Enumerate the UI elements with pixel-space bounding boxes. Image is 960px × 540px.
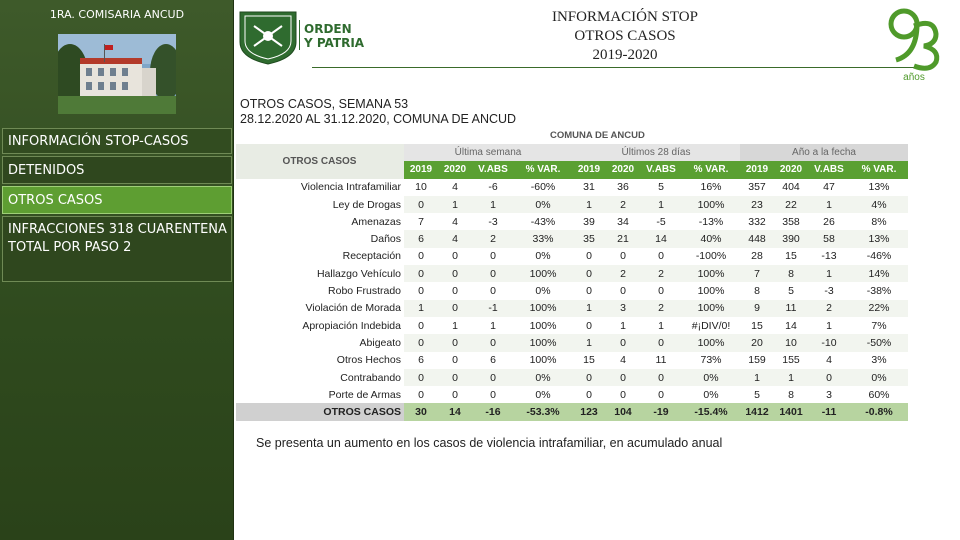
table-cell: 36: [617, 181, 629, 194]
table-cell: 0: [490, 388, 496, 401]
table-row: [236, 196, 908, 213]
table-row: [236, 179, 908, 196]
table-cell: 0: [490, 250, 496, 263]
table-cell: 0: [586, 250, 592, 263]
subtitle-line1: OTROS CASOS, SEMANA 53: [240, 97, 409, 111]
col-header: V.ABS: [472, 161, 514, 178]
table-cell: 100%: [682, 265, 740, 282]
col-header: % VAR.: [682, 161, 740, 178]
table-cell: -13%: [698, 215, 724, 228]
total-cell: -15.4%: [682, 403, 740, 420]
table-cell: 1: [658, 319, 664, 332]
table-cell: 5: [788, 285, 794, 298]
table-cell: 2: [606, 265, 640, 282]
table-cell: 0: [418, 388, 424, 401]
table-cell: 0: [640, 334, 682, 351]
header-rule: [312, 67, 932, 68]
row-label: Daños: [370, 233, 401, 246]
table-cell: 0: [606, 369, 640, 386]
table-row: [236, 334, 908, 351]
table-cell: 0: [404, 265, 438, 282]
total-cell: -0.8%: [850, 403, 908, 420]
table-cell: 0%: [514, 196, 572, 213]
table-cell: 159: [748, 354, 766, 367]
table-cell: 1: [472, 196, 514, 213]
row-label: Receptación: [342, 250, 401, 263]
table-cell: 1: [826, 319, 832, 332]
row-label: Violencia Intrafamiliar: [300, 181, 401, 194]
group-header-anio: Año a la fecha: [740, 144, 908, 161]
total-cell: -19: [640, 403, 682, 420]
table-cell: 1: [808, 265, 850, 282]
station-photo: [58, 34, 176, 114]
table-cell: 0: [606, 334, 640, 351]
table-cell: 100%: [682, 334, 740, 351]
table-row: [236, 213, 908, 230]
table-cell: 4%: [850, 196, 908, 213]
table-cell: 6: [404, 230, 438, 247]
table-cell: 15: [583, 354, 595, 367]
total-cell: 104: [606, 403, 640, 420]
table-cell: -38%: [866, 285, 892, 298]
table-cell: 0: [620, 388, 626, 401]
table-cell: 13%: [868, 181, 890, 194]
row-label: Contrabando: [340, 371, 401, 384]
table-cell: 2: [472, 230, 514, 247]
page-title-line1: INFORMACIÓN STOP: [551, 9, 698, 25]
table-cell: 357: [748, 181, 766, 194]
table-cell: 1: [490, 319, 496, 332]
table-cell: 0: [658, 388, 664, 401]
table-cell: 26: [823, 215, 835, 228]
total-cell: 1401: [774, 403, 808, 420]
table-cell: 0: [586, 388, 592, 401]
table-cell: 9: [740, 300, 774, 317]
table-cell: 332: [748, 215, 766, 228]
table-cell: 14: [640, 230, 682, 247]
table-cell: 2: [808, 300, 850, 317]
table-cell: 47: [823, 181, 835, 194]
table-cell: 16%: [700, 181, 722, 194]
table-cell: 0: [438, 265, 472, 282]
logo-text-orden: ORDEN: [304, 22, 352, 36]
table-cell: 6: [418, 354, 424, 367]
table-cell: 34: [617, 215, 629, 228]
table-cell: 1: [740, 369, 774, 386]
total-label: OTROS CASOS: [236, 403, 404, 420]
table-cell: 10: [774, 334, 808, 351]
table-cell: 100%: [682, 196, 740, 213]
table-cell: 100%: [697, 285, 725, 298]
table-cell: 0: [418, 250, 424, 263]
table-cell: 15: [785, 250, 797, 263]
table-cell: 0: [404, 196, 438, 213]
table-cell: 2: [640, 300, 682, 317]
table-cell: 14: [785, 319, 797, 332]
table-cell: 7%: [871, 319, 887, 332]
carabineros-logo: [236, 8, 300, 66]
table-cell: 2: [640, 265, 682, 282]
table-cell: 0: [620, 285, 626, 298]
menu-item-infracciones[interactable]: INFRACCIONES 318 CUARENTENA TOTAL POR PASO 2: [2, 216, 232, 282]
table-row: [236, 230, 908, 247]
table-cell: 7: [740, 265, 774, 282]
table-cell: -100%: [695, 250, 727, 263]
table-cell: 0%: [703, 388, 719, 401]
menu-item-informacion-stop[interactable]: INFORMACIÓN STOP-CASOS: [2, 128, 232, 154]
table-cell: 15: [751, 319, 763, 332]
table-cell: -60%: [530, 181, 556, 194]
total-cell: 123: [572, 403, 606, 420]
table-cell: 100%: [682, 300, 740, 317]
table-cell: 0: [418, 285, 424, 298]
table-cell: 5: [754, 388, 760, 401]
table-cell: 0: [572, 265, 606, 282]
table-cell: 390: [774, 230, 808, 247]
logo-text-patria: Y PATRIA: [304, 36, 365, 50]
table-cell: 404: [782, 181, 800, 194]
table-cell: 1: [572, 334, 606, 351]
col-header: 2019: [572, 161, 606, 178]
table-cell: 4: [438, 230, 472, 247]
row-label: Ley de Drogas: [332, 198, 401, 211]
table-cell: 22: [774, 196, 808, 213]
table-cell: 35: [572, 230, 606, 247]
total-row: [236, 403, 908, 420]
table-cell: 0: [404, 334, 438, 351]
table-cell: 100%: [514, 300, 572, 317]
table-cell: 4: [826, 354, 832, 367]
table-cell: 11: [655, 354, 667, 367]
table-cell: 0: [640, 369, 682, 386]
col-header: V.ABS: [640, 161, 682, 178]
col-header: 2020: [774, 161, 808, 178]
row-label: Abigeato: [359, 336, 401, 349]
table-cell: 100%: [529, 319, 557, 332]
table-cell: -3: [488, 215, 498, 228]
table-row: [236, 386, 908, 403]
report-subtitle: [240, 97, 516, 127]
logo-divider: [299, 20, 300, 50]
table-cell: 0: [418, 319, 424, 332]
table-cell: 8%: [871, 215, 887, 228]
total-cell: -16: [472, 403, 514, 420]
page-title-line3: 2019-2020: [592, 47, 658, 63]
col-header: 2019: [740, 161, 774, 178]
total-cell: -53.3%: [514, 403, 572, 420]
table-cell: 0: [490, 285, 496, 298]
col-header: 2020: [438, 161, 472, 178]
table-cell: -6: [488, 181, 498, 194]
table-cell: 0: [572, 369, 606, 386]
table-cell: 100%: [514, 265, 572, 282]
row-label: Porte de Armas: [328, 388, 401, 401]
table-cell: -13: [821, 250, 837, 263]
sidebar-title: 1RA. COMISARIA ANCUD: [49, 8, 185, 21]
table-cell: 3: [826, 388, 832, 401]
col-header: 2019: [404, 161, 438, 178]
table-cell: 1: [774, 369, 808, 386]
table-row: [236, 352, 908, 369]
table-cell: 0: [452, 250, 458, 263]
table-cell: 40%: [682, 230, 740, 247]
table-cell: 4: [452, 215, 458, 228]
menu-item-otros-casos[interactable]: OTROS CASOS: [2, 186, 232, 214]
table-cell: 1: [438, 196, 472, 213]
table-cell: 0: [586, 319, 592, 332]
table-cell: 23: [740, 196, 774, 213]
table-cell: 8: [754, 285, 760, 298]
table-cell: 31: [583, 181, 595, 194]
table-cell: 0: [472, 369, 514, 386]
subtitle-line2: 28.12.2020 AL 31.12.2020, COMUNA DE ANCUD: [240, 112, 517, 126]
col-header: % VAR.: [850, 161, 908, 178]
table-cell: 100%: [529, 354, 557, 367]
page-title: [500, 8, 750, 65]
anniversary-93-logo: [884, 4, 944, 82]
logo-text: [304, 22, 364, 50]
row-label: Robo Frustrado: [328, 285, 401, 298]
table-row: [236, 282, 908, 299]
table-cell: -43%: [530, 215, 556, 228]
table-cell: 0%: [850, 369, 908, 386]
row-label: Amenazas: [351, 215, 401, 228]
total-cell: -11: [808, 403, 850, 420]
table-cell: 7: [418, 215, 424, 228]
table-cell: 10: [415, 181, 427, 194]
total-cell: 1412: [740, 403, 774, 420]
table-cell: 1: [572, 300, 606, 317]
table-cell: 1: [620, 319, 626, 332]
table-cell: -1: [472, 300, 514, 317]
row-label: Otros Hechos: [336, 354, 401, 367]
table-cell: 0: [658, 285, 664, 298]
table-cell: 14%: [850, 265, 908, 282]
table-cell: 0: [658, 250, 664, 263]
table-row: [236, 300, 908, 317]
table-cell: -10: [808, 334, 850, 351]
table-cell: -50%: [850, 334, 908, 351]
col-header: % VAR.: [514, 161, 572, 178]
table-cell: 8: [788, 388, 794, 401]
table-cell: 0: [438, 334, 472, 351]
sidebar: [0, 0, 234, 540]
cases-table: [236, 144, 908, 421]
table-row: [236, 369, 908, 386]
table-body: [236, 179, 908, 421]
table-cell: 20: [740, 334, 774, 351]
table-row: [236, 317, 908, 334]
table-cell: 39: [583, 215, 595, 228]
total-cell: 30: [404, 403, 438, 420]
table-cell: 5: [658, 181, 664, 194]
table-cell: 2: [606, 196, 640, 213]
table-cell: 100%: [514, 334, 572, 351]
table-cell: -3: [824, 285, 834, 298]
table-row: [236, 248, 908, 265]
table-cell: 0: [452, 354, 458, 367]
footnote: Se presenta un aumento en los casos de violencia intrafamiliar, en acumulado anual: [256, 436, 723, 450]
table-cell: 0: [808, 369, 850, 386]
table-cell: 0: [438, 369, 472, 386]
table-cell: 0%: [514, 369, 572, 386]
table-row: [236, 265, 908, 282]
row-label: Apropiación Indebida: [302, 319, 401, 332]
table-cell: 1: [808, 196, 850, 213]
table-cell: 60%: [868, 388, 890, 401]
table-corner: OTROS CASOS: [236, 144, 404, 179]
table-comuna-label: COMUNA DE ANCUD: [550, 130, 645, 141]
table-cell: 73%: [700, 354, 722, 367]
table-cell: 4: [620, 354, 626, 367]
table-cell: 0: [438, 300, 472, 317]
col-header: 2020: [606, 161, 640, 178]
table-cell: 0: [472, 265, 514, 282]
table-cell: 0%: [682, 369, 740, 386]
total-cell: 14: [438, 403, 472, 420]
table-cell: 58: [808, 230, 850, 247]
table-cell: 0%: [535, 285, 551, 298]
table-cell: 11: [774, 300, 808, 317]
table-cell: 13%: [850, 230, 908, 247]
col-header: V.ABS: [808, 161, 850, 178]
table-cell: 155: [782, 354, 800, 367]
table-cell: 358: [782, 215, 800, 228]
table-cell: 0%: [535, 250, 551, 263]
table-cell: 0: [452, 388, 458, 401]
row-label: Violación de Morada: [305, 302, 401, 315]
table-cell: 1: [452, 319, 458, 332]
table-cell: 28: [751, 250, 763, 263]
table-cell: 1: [404, 300, 438, 317]
table-cell: 448: [740, 230, 774, 247]
table-cell: 3%: [871, 354, 887, 367]
logo93-text: años: [903, 72, 925, 82]
table-cell: 6: [490, 354, 496, 367]
table-cell: 0: [586, 285, 592, 298]
table-cell: 8: [774, 265, 808, 282]
table-cell: #¡DIV/0!: [691, 319, 731, 332]
table-cell: 0: [620, 250, 626, 263]
table-cell: 1: [572, 196, 606, 213]
group-header-28dias: Últimos 28 días: [572, 144, 740, 161]
table-cell: 0%: [535, 388, 551, 401]
table-cell: 1: [640, 196, 682, 213]
table-cell: -5: [656, 215, 666, 228]
table-cell: 22%: [850, 300, 908, 317]
table-cell: 3: [606, 300, 640, 317]
table-cell: -46%: [866, 250, 892, 263]
row-label: Hallazgo Vehículo: [316, 267, 401, 280]
table-cell: 21: [606, 230, 640, 247]
table-cell: 0: [452, 285, 458, 298]
table-cell: 0: [404, 369, 438, 386]
page-title-line2: OTROS CASOS: [574, 28, 676, 44]
menu-item-detenidos[interactable]: DETENIDOS: [2, 156, 232, 184]
group-header-semana: Última semana: [404, 144, 572, 161]
table-cell: 33%: [514, 230, 572, 247]
table-cell: 0: [472, 334, 514, 351]
table-cell: 4: [452, 181, 458, 194]
